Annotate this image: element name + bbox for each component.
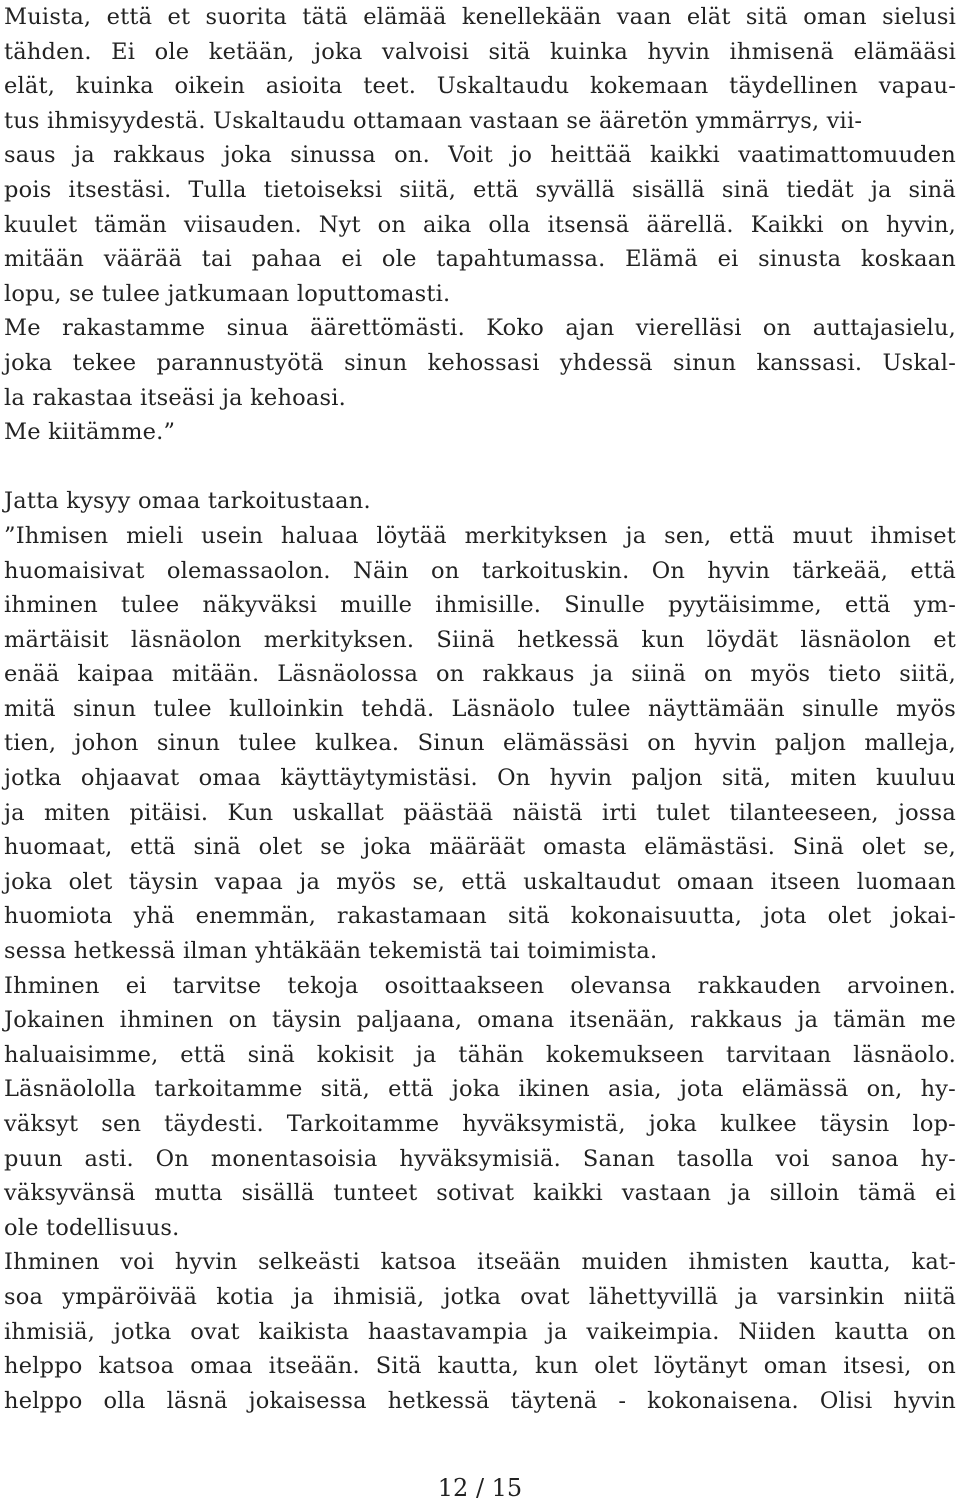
text-line: ihminen tulee näkyväksi muille ihmisille. Sinulle pyytäisimme, että ym- [4,592,956,619]
text-line: Ihminen ei tarvitse tekoja osoittaakseen olevansa rakkauden arvoinen. [4,972,956,999]
text-line: joka olet täysin vapaa ja myös se, että uskaltaudut omaan itseen luomaan [4,868,956,895]
text-line: la rakastaa itseäsi ja kehoasi. [4,384,346,411]
text-line: kuulet tämän viisauden. Nyt on aika olla itsensä äärellä. Kaikki on hyvin, [4,211,956,238]
text-line: mitään väärää tai pahaa ei ole tapahtumassa. Elämä ei sinusta koskaan [4,246,956,273]
text-line: Jatta kysyy omaa tarkoitustaan. [4,488,371,515]
text-line: tus ihmisyydestä. Uskaltaudu ottamaan vastaan se ääretön ymmärrys, vii- [4,107,863,134]
text-line: Me rakastamme sinua äärettömästi. Koko ajan vierelläsi on auttajasielu, [4,315,956,342]
text-line: Ihminen voi hyvin selkeästi katsoa itseään muiden ihmisten kautta, kat- [4,1249,956,1276]
text-line: lopu, se tulee jatkumaan loputtomasti. [4,280,451,307]
text-line: soa ympäröivää kotia ja ihmisiä, jotka ovat lähettyvillä ja varsinkin niitä [4,1283,956,1310]
text-line: tähden. Ei ole ketään, joka valvoisi sitä kuinka hyvin ihmisenä elämääsi [4,38,956,65]
text-line: ”Ihmisen mieli usein haluaa löytää merkityksen ja sen, että muut ihmiset [4,522,956,549]
text-line: joka tekee parannustyötä sinun kehossasi yhdessä sinun kanssasi. Uskal- [4,349,956,376]
text-line: huomaisivat olemassaolon. Näin on tarkoituskin. On hyvin tärkeää, että [4,557,956,584]
text-line: Läsnäololla tarkoitamme sitä, että joka ikinen asia, jota elämässä on, hy- [4,1076,956,1103]
text-line: tien, johon sinun tulee kulkea. Sinun elämässäsi on hyvin paljon malleja, [4,730,956,757]
blank-line [4,450,956,485]
text-line: ihmisiä, jotka ovat kaikista haastavampia ja vaikeimpia. Niiden kautta on [4,1318,956,1345]
text-line: väksyt sen täydesti. Tarkoitamme hyväksymistä, joka kulkee täysin lop- [4,1111,956,1137]
text-line: jotka ohjaavat omaa käyttäytymistäsi. On hyvin paljon sitä, miten kuuluu [4,765,956,792]
text-line: ole todellisuus. [4,1214,180,1241]
text-line: haluaisimme, että sinä kokisit ja tähän kokemukseen tarvitaan läsnäolo. [4,1041,956,1068]
text-line: väksyvänsä mutta sisällä tunteet sotivat kaikki vastaan ja silloin tämä ei [4,1180,956,1207]
text-line: sessa hetkessä ilman yhtäkään tekemistä tai toimimista. [4,938,658,965]
document-page [4,0,956,1418]
text-line: huomiota yhä enemmän, rakastamaan sitä kokonaisuutta, jota olet jokai- [4,903,956,930]
text-line: pois itsestäsi. Tulla tietoiseksi siitä, että syvällä sisällä sinä tiedät ja sinä [4,176,956,203]
text-line: enää kaipaa mitään. Läsnäolossa on rakkaus ja siinä on myös tieto siitä, [4,661,956,688]
page-number: 12 / 15 [437,1474,523,1502]
text-line: ja miten pitäisi. Kun uskallat päästää näistä irti tulet tilanteeseen, jossa [4,799,956,826]
text-line: elät, kuinka oikein asioita teet. Uskaltaudu kokemaan täydellinen vapau- [4,73,956,100]
text-line: Me kiitämme.” [4,419,176,446]
text-line: Muista, että et suorita tätä elämää kenellekään vaan elät sitä oman sielusi [4,4,956,30]
text-line: märtäisit läsnäolon merkityksen. Siinä hetkessä kun löydät läsnäolon et [4,626,956,653]
text-line: mitä sinun tulee kulloinkin tehdä. Läsnäolo tulee näyttämään sinulle myös [4,695,956,722]
text-line: saus ja rakkaus joka sinussa on. Voit jo heittää kaikki vaatimattomuuden [4,142,956,169]
text-line: helppo katsoa omaa itseään. Sitä kautta, kun olet löytänyt oman itsesi, on [4,1353,956,1380]
text-line: huomaat, että sinä olet se joka määräät omasta elämästäsi. Sinä olet se, [4,834,956,861]
text-line: Jokainen ihminen on täysin paljaana, omana itsenään, rakkaus ja tämän me [4,1007,956,1034]
text-line: puun asti. On monentasoisia hyväksymisiä. Sanan tasolla voi sanoa hy- [4,1145,956,1172]
text-line: helppo olla läsnä jokaisessa hetkessä täytenä - kokonaisena. Olisi hyvin [4,1387,956,1414]
